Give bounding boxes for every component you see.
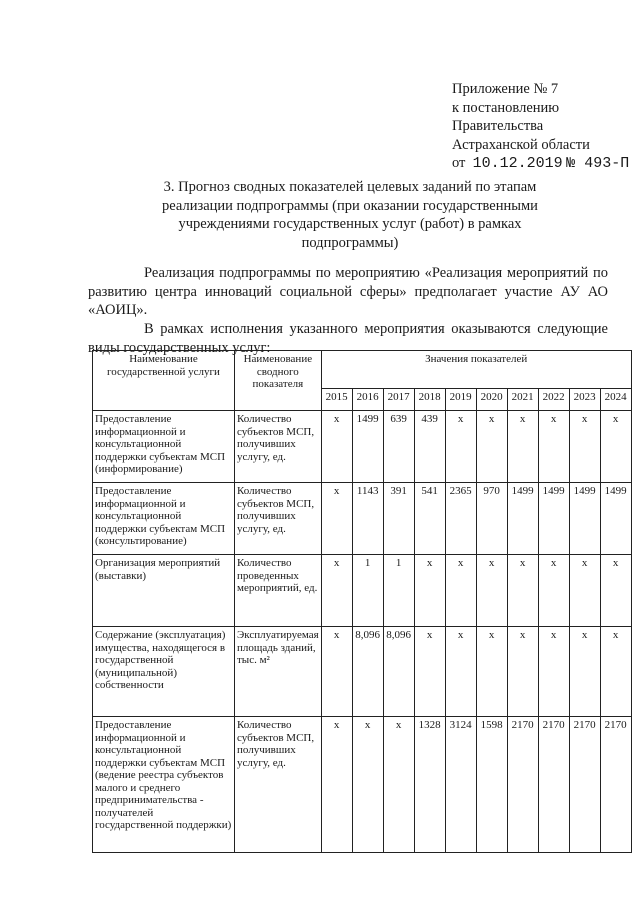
value-cell: x	[507, 627, 538, 717]
indicator-name: Количество субъектов МСП, получивших услугу, ед.	[235, 717, 322, 853]
indicator-name: Количество субъектов МСП, получивших услугу, ед.	[235, 411, 322, 483]
year-header: 2016	[352, 389, 383, 411]
value-cell: 8,096	[352, 627, 383, 717]
value-cell: x	[600, 627, 631, 717]
year-header: 2015	[321, 389, 352, 411]
value-cell: x	[569, 411, 600, 483]
table-row	[93, 555, 632, 627]
year-header: 2023	[569, 389, 600, 411]
indicator-name: Количество проведенных мероприятий, ед.	[235, 555, 322, 627]
indicators-table	[92, 350, 632, 853]
value-cell: 1499	[507, 483, 538, 555]
value-cell: x	[414, 555, 445, 627]
appendix-line-1: Приложение № 7	[452, 81, 559, 97]
year-header: 2017	[383, 389, 414, 411]
table-row	[93, 411, 632, 483]
value-cell: 970	[476, 483, 507, 555]
year-header: 2020	[476, 389, 507, 411]
value-cell: 8,096	[383, 627, 414, 717]
value-cell: 1328	[414, 717, 445, 853]
service-name: Организация мероприятий (выставки)	[93, 555, 235, 627]
header-service: Наименование государственной услуги	[93, 351, 235, 411]
value-cell: x	[352, 717, 383, 853]
value-cell: x	[321, 717, 352, 853]
year-header: 2018	[414, 389, 445, 411]
appendix-line-2: к постановлению	[452, 99, 560, 116]
header-indicator: Наименование сводного показателя	[235, 351, 322, 411]
value-cell: x	[445, 411, 476, 483]
year-header: 2019	[445, 389, 476, 411]
value-cell: 3124	[445, 717, 476, 853]
service-name: Предоставление информационной и консультационной поддержки субъектам МСП (ведение реестра субъектов малого и среднего предпринимательства - получателей государственной поддержки)	[93, 717, 235, 853]
value-cell: x	[507, 411, 538, 483]
table-header-row	[93, 351, 632, 389]
value-cell: x	[321, 411, 352, 483]
appendix-line-3: Правительства	[452, 118, 544, 134]
value-cell: x	[321, 483, 352, 555]
table-row	[93, 717, 632, 853]
indicator-name: Эксплуатируемая площадь зданий, тыс. м²	[235, 627, 322, 717]
appendix-date-line	[452, 154, 629, 174]
value-cell: x	[507, 555, 538, 627]
value-cell: x	[538, 555, 569, 627]
value-cell: x	[538, 411, 569, 483]
value-cell: 1499	[600, 483, 631, 555]
value-cell: x	[321, 555, 352, 627]
indicator-name: Количество субъектов МСП, получивших услугу, ед.	[235, 483, 322, 555]
value-cell: x	[445, 627, 476, 717]
paragraph-implementation: Реализация подпрограммы по мероприятию «Реализация мероприятий по развитию центра инноваций социальной сферы» предполагает участие АУ АО «АОИЦ».	[88, 265, 608, 318]
value-cell: x	[569, 555, 600, 627]
appendix-line-4: Астраханской области	[452, 136, 590, 153]
value-cell: x	[538, 627, 569, 717]
appendix-block	[452, 80, 629, 174]
value-cell: x	[476, 555, 507, 627]
year-header: 2022	[538, 389, 569, 411]
value-cell: 1143	[352, 483, 383, 555]
appendix-date-prefix: от	[452, 155, 466, 171]
year-header: 2021	[507, 389, 538, 411]
service-name: Предоставление информационной и консультационной поддержки субъектам МСП (консультирование)	[93, 483, 235, 555]
value-cell: x	[414, 627, 445, 717]
value-cell: 639	[383, 411, 414, 483]
value-cell: 1499	[352, 411, 383, 483]
value-cell: 1	[352, 555, 383, 627]
value-cell: x	[476, 627, 507, 717]
header-values: Значения показателей	[321, 351, 631, 389]
value-cell: 2170	[538, 717, 569, 853]
value-cell: 2170	[507, 717, 538, 853]
value-cell: 1499	[538, 483, 569, 555]
value-cell: 2170	[569, 717, 600, 853]
service-name: Предоставление информационной и консультационной поддержки субъектам МСП (информирование)	[93, 411, 235, 483]
appendix-number: № 493-П	[566, 155, 630, 172]
value-cell: x	[569, 627, 600, 717]
table-row	[93, 483, 632, 555]
year-header: 2024	[600, 389, 631, 411]
value-cell: x	[383, 717, 414, 853]
table-row	[93, 627, 632, 717]
value-cell: 2170	[600, 717, 631, 853]
section-heading: 3. Прогноз сводных показателей целевых заданий по этапам реализации подпрограммы (при оказании государственными учреждениями государственных услуг (работ) в рамках подпрограммы)	[162, 179, 538, 251]
value-cell: 391	[383, 483, 414, 555]
value-cell: 2365	[445, 483, 476, 555]
value-cell: 1	[383, 555, 414, 627]
value-cell: x	[445, 555, 476, 627]
value-cell: 439	[414, 411, 445, 483]
value-cell: 1598	[476, 717, 507, 853]
value-cell: 1499	[569, 483, 600, 555]
value-cell: x	[600, 411, 631, 483]
paragraph-services: В рамках исполнения указанного мероприятия оказываются следующие виды государственных услуг:	[88, 321, 608, 356]
value-cell: x	[476, 411, 507, 483]
appendix-date: 10.12.2019	[472, 155, 563, 172]
value-cell: 541	[414, 483, 445, 555]
value-cell: x	[321, 627, 352, 717]
value-cell: x	[600, 555, 631, 627]
service-name: Содержание (эксплуатация) имущества, находящегося в государственной (муниципальной) собственности	[93, 627, 235, 717]
